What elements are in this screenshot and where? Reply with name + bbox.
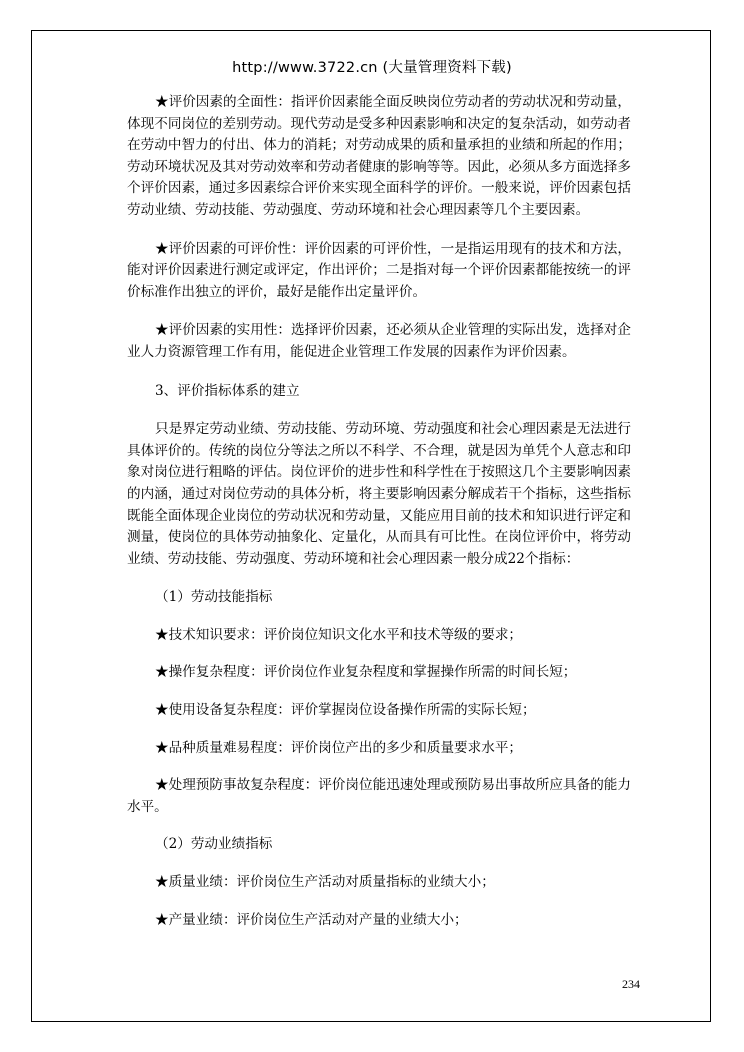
list-item-technical-knowledge: ★技术知识要求：评价岗位知识文化水平和技术等级的要求；	[155, 626, 523, 643]
list-item-output-performance: ★产量业绩：评价岗位生产活动对产量的业绩大小；	[155, 911, 468, 928]
list-item-quality-performance: ★质量业绩：评价岗位生产活动对质量指标的业绩大小；	[155, 874, 495, 891]
subheading-performance-indicators: （2）劳动业绩指标	[155, 836, 273, 853]
page-header	[0, 56, 744, 77]
paragraph-practicality: ★评价因素的实用性：选择评价因素，还必须从企业管理的实际出发，选择对企业人力资源管理工作有用，能促进企业管理工作发展的因素作为评价因素。	[127, 322, 631, 360]
list-item-equipment-complexity: ★使用设备复杂程度：评价掌握岗位设备操作所需的实际长短；	[155, 702, 536, 719]
header-note: (大量管理资料下载)	[382, 60, 512, 76]
subheading-skill-indicators: （1）劳动技能指标	[155, 589, 273, 606]
list-item-accident-handling: ★处理预防事故复杂程度：评价岗位能迅速处理或预防易出事故所应具备的能力水平。	[127, 777, 631, 815]
header-url-link[interactable]: http://www.3722.cn	[232, 60, 378, 76]
section-heading-index-system: 3、评价指标体系的建立	[155, 382, 300, 399]
paragraph-evaluability: ★评价因素的可评价性：评价因素的可评价性，一是指运用现有的技术和方法，能对评价因素进行测定或评定，作出评价；二是指对每一个评价因素都能按统一的评价标准作出独立的评价，最好是能作出定量评价。	[127, 240, 631, 300]
paragraph-index-system: 只是界定劳动业绩、劳动技能、劳动环境、劳动强度和社会心理因素是无法进行具体评价的。传统的岗位分等法之所以不科学、不合理，就是因为单凭个人意志和印象对岗位进行粗略的评估。岗位评价的进步性和科学性在于按照这几个主要影响因素的内涵，通过对岗位劳动的具体分析，将主要影响因素分解成若干个指标，这些指标既能全面体现企业岗位的劳动状况和劳动量，又能应用目前的技术和知识进行评定和测量，使岗位的具体劳动抽象化、定量化，从而具有可比性。在岗位评价中，将劳动业绩、劳动技能、劳动强度、劳动环境和社会心理因素一般分成22个指标：	[127, 421, 631, 567]
page-number: 234	[622, 977, 640, 991]
document-body	[127, 92, 631, 931]
list-item-variety-quality: ★品种质量难易程度：评价岗位产出的多少和质量要求水平；	[155, 739, 523, 756]
list-item-operation-complexity: ★操作复杂程度：评价岗位作业复杂程度和掌握操作所需的时间长短；	[155, 664, 577, 681]
paragraph-comprehensiveness: ★评价因素的全面性：指评价因素能全面反映岗位劳动者的劳动状况和劳动量，体现不同岗位的差别劳动。现代劳动是受多种因素影响和决定的复杂活动，如劳动者在劳动中智力的付出、体力的消耗；对劳动成果的质和量承担的业绩和所起的作用；劳动环境状况及其对劳动效率和劳动者健康的影响等等。因此，必须从多方面选择多个评价因素，通过多因素综合评价来实现全面科学的评价。一般来说，评价因素包括劳动业绩、劳动技能、劳动强度、劳动环境和社会心理因素等几个主要因素。	[127, 94, 631, 218]
